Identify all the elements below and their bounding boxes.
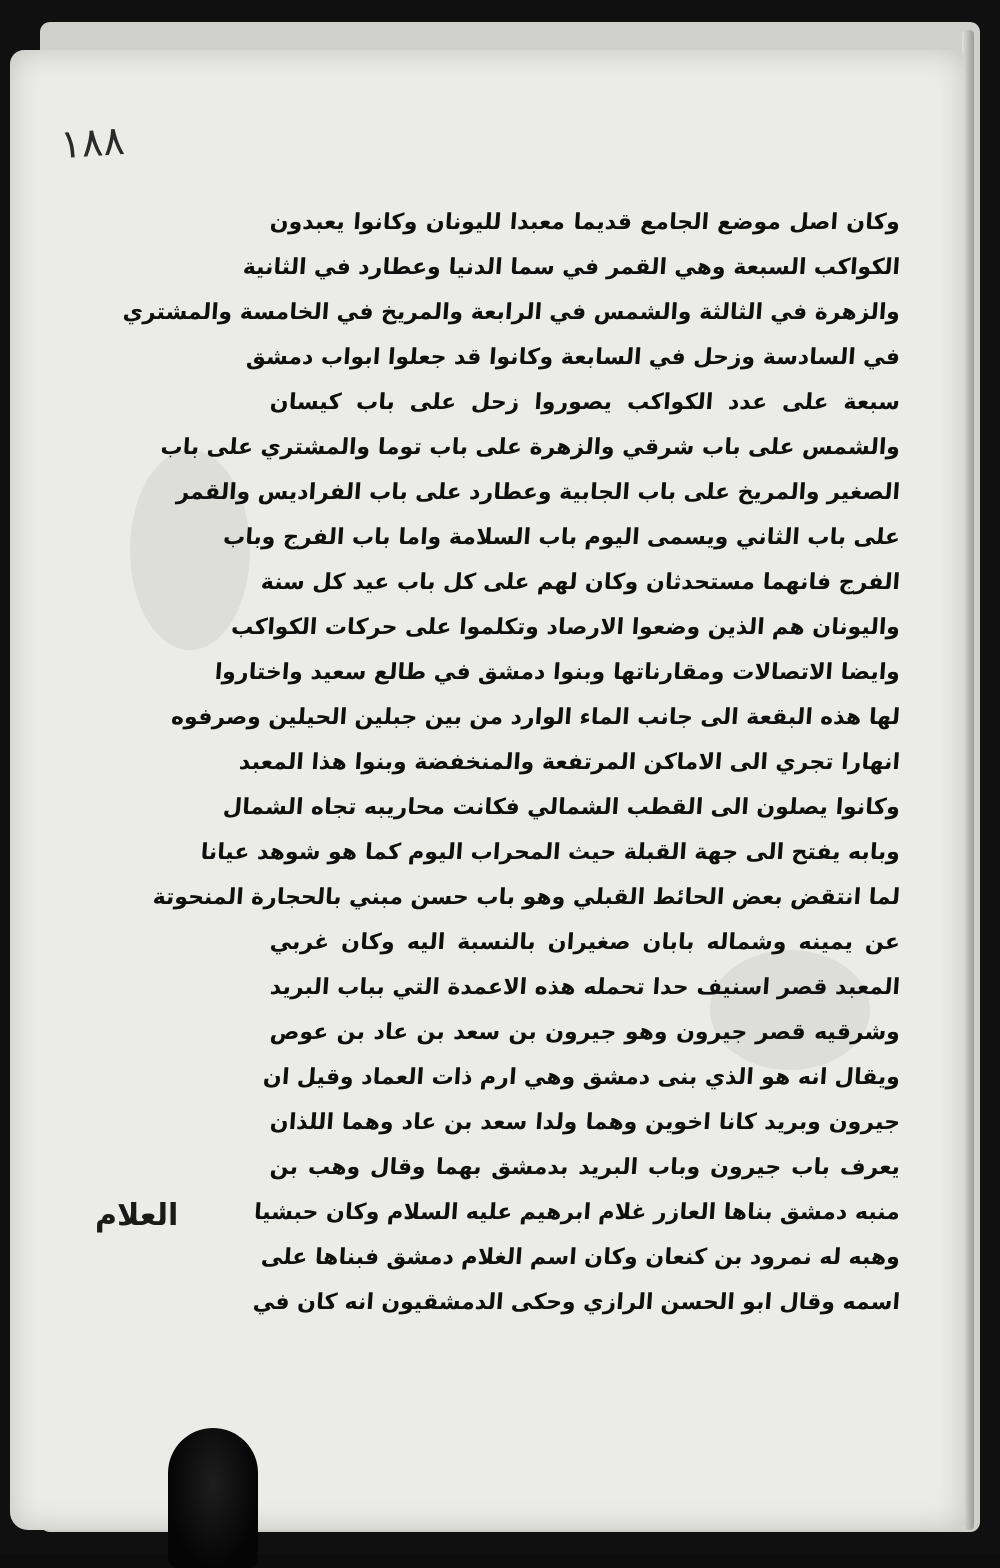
text-line: في السادسة وزحل في السابعة وكانوا قد جعلوا ابواب دمشق bbox=[245, 345, 901, 370]
text-line: منبه دمشق بناها العازر غلام ابرهيم عليه السلام وكان حبشيا bbox=[253, 1200, 901, 1225]
folio-number: ١٨٨ bbox=[58, 117, 126, 169]
text-line: وبابه يفتح الى جهة القبلة حيث المحراب اليوم كما هو شوهد عيانا bbox=[199, 840, 901, 865]
text-line: وكان اصل موضع الجامع قديما معبدا لليونان وكانوا يعبدون bbox=[269, 210, 901, 235]
text-line: لما انتقض بعض الحائط القبلي وهو باب حسن مبني بالحجارة المنحوتة bbox=[151, 885, 901, 910]
text-line: والزهرة في الثالثة والشمس في الرابعة والمريخ في الخامسة والمشتري bbox=[121, 300, 901, 325]
text-line: سبعة على عدد الكواكب يصوروا زحل على باب كيسان bbox=[269, 390, 901, 415]
text-line: وشرقيه قصر جيرون وهو جيرون بن سعد بن عاد بن عوص bbox=[269, 1020, 901, 1045]
text-line: وكانوا يصلون الى القطب الشمالي فكانت محاريبه تجاه الشمال bbox=[222, 795, 901, 820]
holding-thumb bbox=[168, 1428, 258, 1568]
margin-note: العلام bbox=[95, 1198, 179, 1233]
text-line: على باب الثاني ويسمى اليوم باب السلامة واما باب الفرج وباب bbox=[222, 525, 901, 550]
text-line: وايضا الاتصالات ومقارناتها وبنوا دمشق في طالع سعيد واختاروا bbox=[213, 660, 901, 685]
text-line: عن يمينه وشماله بابان صغيران بالنسبة اليه وكان غربي bbox=[269, 930, 901, 955]
text-line: الفرج فانهما مستحدثان وكان لهم على كل باب عيد كل سنة bbox=[260, 570, 901, 595]
text-line: وهبه له نمرود بن كنعان وكان اسم الغلام دمشق فبناها على bbox=[260, 1245, 901, 1270]
text-line: الصغير والمريخ على باب الجابية وعطارد على باب الفراديس والقمر bbox=[175, 480, 901, 505]
text-line: يعرف باب جيرون وباب البريد بدمشق بهما وقال وهب بن bbox=[269, 1155, 901, 1180]
text-line: والشمس على باب شرقي والزهرة على باب توما والمشتري على باب bbox=[159, 435, 901, 460]
text-line: انهارا تجري الى الاماكن المرتفعة والمنخفضة وبنوا هذا المعبد bbox=[238, 750, 901, 775]
text-line: ويقال انه هو الذي بنى دمشق وهي ارم ذات العماد وقيل ان bbox=[262, 1065, 901, 1090]
text-line: اسمه وقال ابو الحسن الرازي وحكى الدمشقيون انه كان في bbox=[252, 1290, 901, 1315]
text-line: لها هذه البقعة الى جانب الماء الوارد من بين جبلين الحيلين وصرفوه bbox=[170, 705, 901, 730]
text-line: واليونان هم الذين وضعوا الارصاد وتكلموا على حركات الكواكب bbox=[230, 615, 901, 640]
text-line: المعبد قصر اسنيف حدا تحمله هذه الاعمدة التي بباب البريد bbox=[269, 975, 901, 1000]
text-line: الكواكب السبعة وهي القمر في سما الدنيا وعطارد في الثانية bbox=[242, 255, 901, 280]
text-line: جيرون وبريد كانا اخوين وهما ولدا سعد بن عاد وهما اللذان bbox=[269, 1110, 901, 1135]
